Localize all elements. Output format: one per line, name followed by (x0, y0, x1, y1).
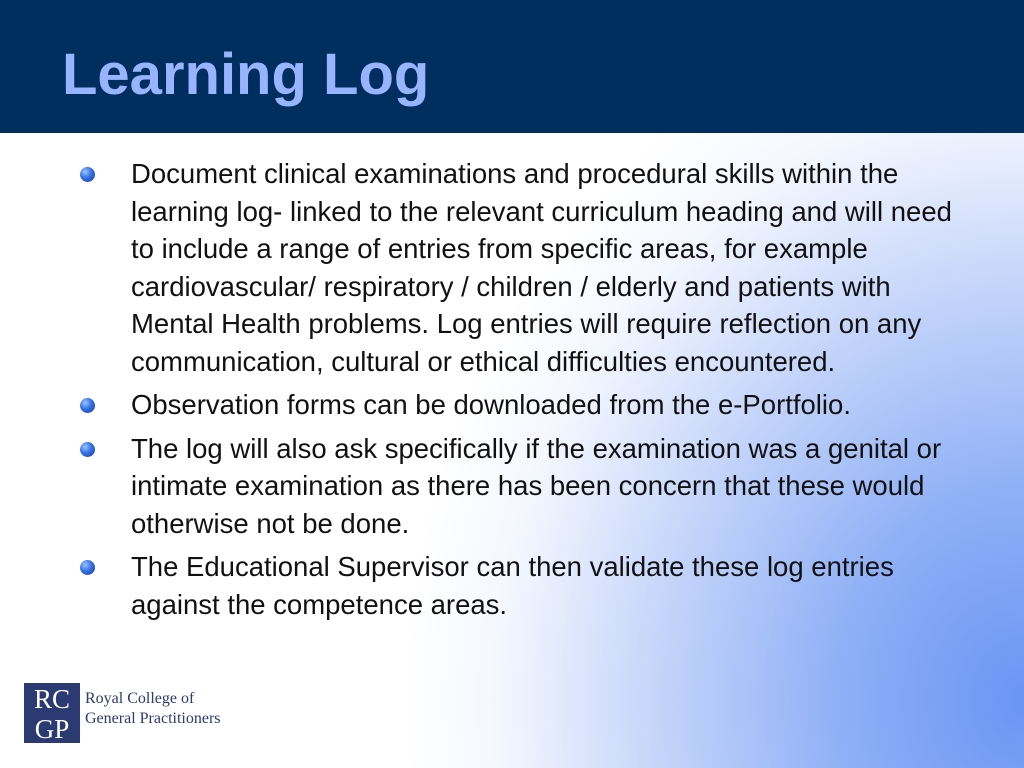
rcgp-logo-mark (24, 683, 80, 743)
bullet-list (78, 155, 978, 629)
logo-name-line-1: Royal College of (85, 690, 195, 707)
logo-mark-line-2: GP (34, 714, 70, 744)
rcgp-logo (24, 683, 222, 743)
bullet-text: Observation forms can be downloaded from the e-Portfolio. (131, 389, 851, 420)
slide-title: Learning Log (62, 42, 430, 107)
bullet-icon (80, 398, 95, 413)
bullet-text: Document clinical examinations and procedural skills within the learning log- linked to the relevant curriculum heading and will need to include a range of entries from specific areas, for example cardiovascular/ respiratory / children / elderly and patients with Mental Health problems. Log entries will require reflection on any communication, cultural or ethical difficulties encountered. (131, 158, 952, 377)
bullet-text: The log will also ask specifically if the examination was a genital or intimate examination as there has been concern that these would otherwise not be done. (131, 432, 942, 539)
bullet-item (78, 386, 978, 424)
bullet-item (78, 155, 978, 380)
bullet-icon (80, 560, 95, 575)
bullet-icon (80, 442, 95, 457)
logo-mark-line-1: RC (33, 684, 71, 714)
bullet-icon (80, 167, 95, 182)
title-bar (0, 0, 1024, 133)
rcgp-logo-name (85, 689, 222, 729)
bullet-item (78, 548, 978, 623)
logo-name-line-2: General Practitioners (85, 710, 221, 727)
bullet-item (78, 430, 978, 543)
bullet-text: The Educational Supervisor can then validate these log entries against the competence areas. (131, 551, 894, 620)
